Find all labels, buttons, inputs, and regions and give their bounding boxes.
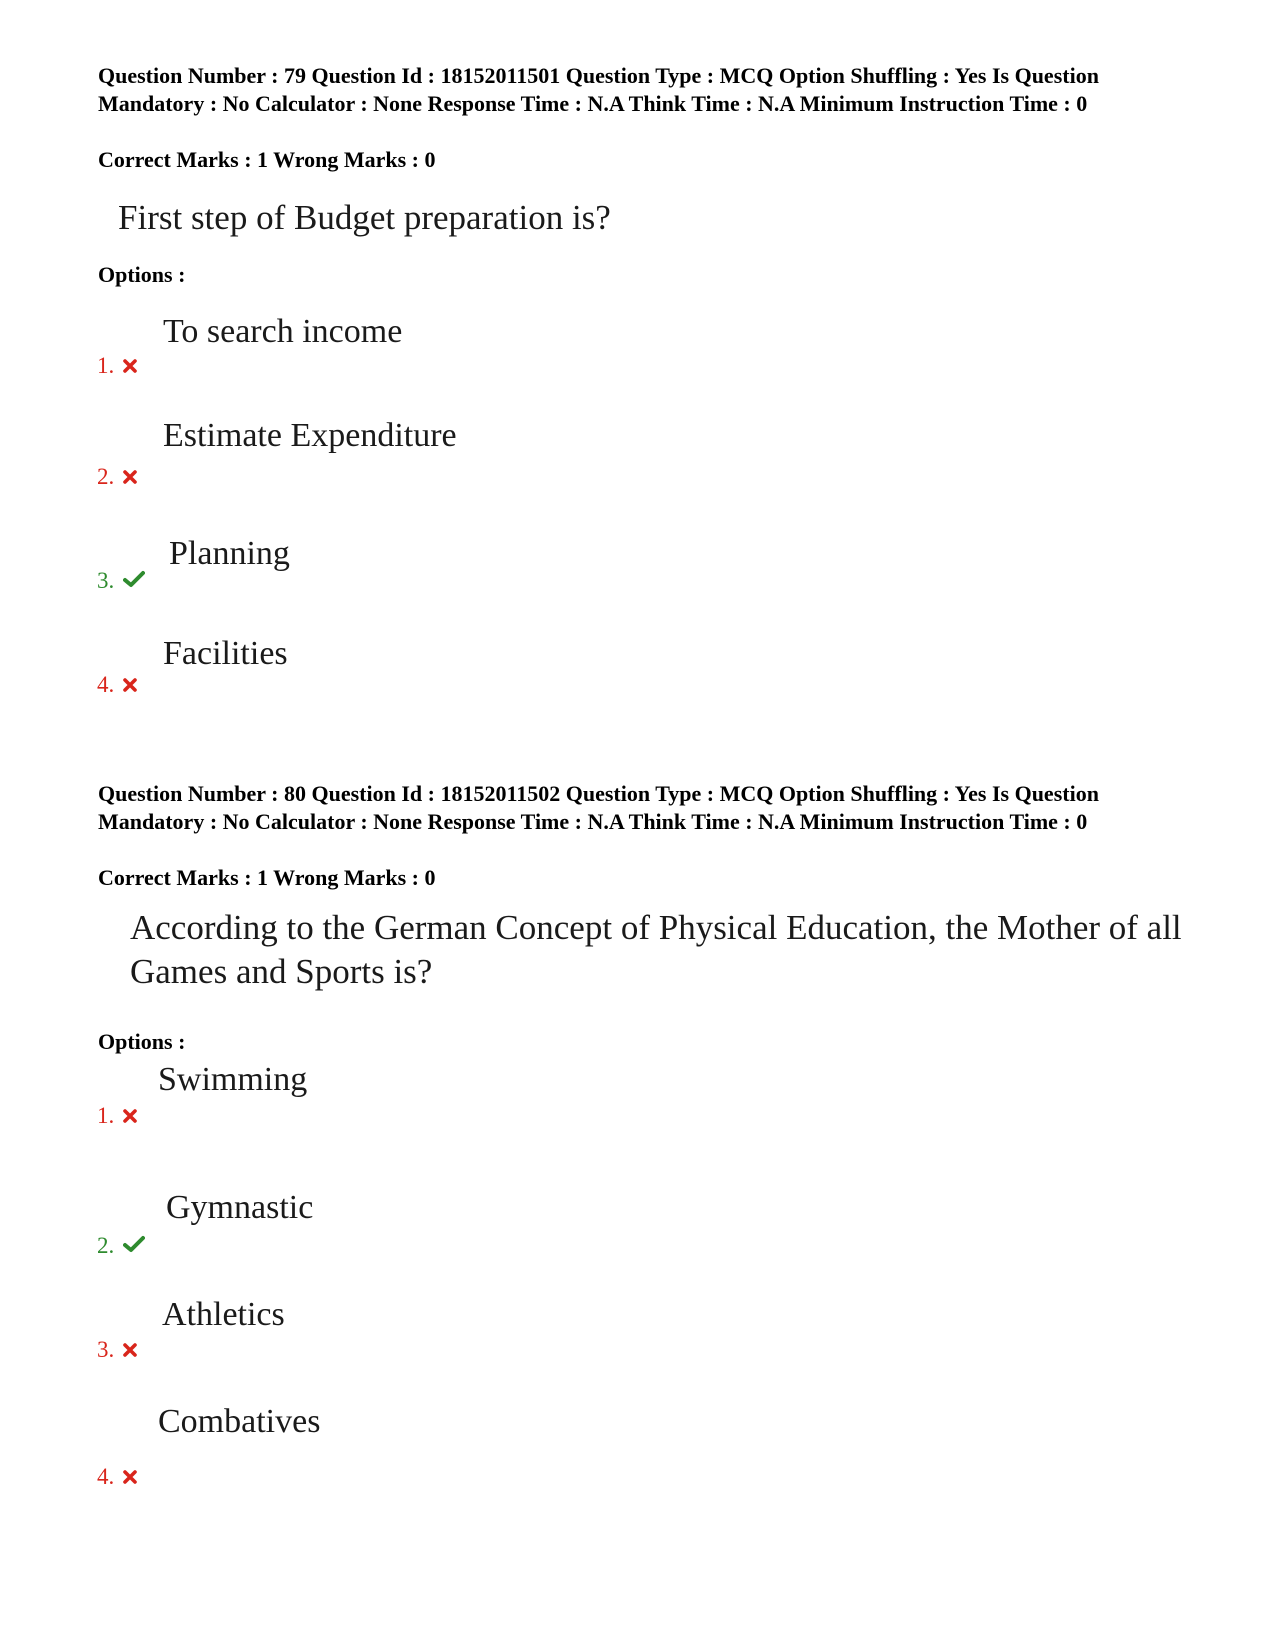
option-marker [97, 1232, 145, 1260]
cross-icon [123, 1463, 137, 1491]
option-number: 4. [97, 1464, 115, 1489]
option-text: Gymnastic [166, 1189, 314, 1226]
option-number: 4. [97, 672, 115, 697]
cross-icon [123, 352, 137, 380]
option-marker [97, 352, 137, 380]
option-number: 3. [97, 1337, 115, 1362]
options-label: Options : [98, 262, 186, 287]
check-icon [123, 1232, 145, 1260]
option-marker [97, 567, 145, 595]
option-marker [97, 1102, 137, 1130]
cross-icon [123, 671, 137, 699]
option-marker [97, 463, 137, 491]
cross-icon [123, 463, 137, 491]
cross-icon [123, 1336, 137, 1364]
option-number: 1. [97, 353, 115, 378]
option-number: 1. [97, 1103, 115, 1128]
question-marks: Correct Marks : 1 Wrong Marks : 0 [98, 147, 436, 172]
options-label: Options : [98, 1029, 186, 1054]
option-text: Estimate Expenditure [163, 417, 457, 454]
option-marker [97, 671, 137, 699]
option-marker [97, 1463, 137, 1491]
question-text: First step of Budget preparation is? [118, 198, 611, 237]
option-text: Combatives [158, 1403, 321, 1440]
option-number: 2. [97, 1233, 115, 1258]
option-number: 2. [97, 464, 115, 489]
option-text: To search income [163, 313, 403, 350]
option-text: Planning [169, 535, 290, 572]
option-text: Athletics [162, 1296, 285, 1333]
question-meta: Question Number : 79 Question Id : 18152011501 Question Type : MCQ Option Shuffling : Yes Is Question Mandatory : No Calculator : None Response Time : N.A Think Time : N.A Minimum Instruction Time : 0 [98, 63, 1099, 116]
question-text: According to the German Concept of Physical Education, the Mother of all Games and Sports is? [130, 908, 1182, 991]
option-marker [97, 1336, 137, 1364]
option-text: Facilities [163, 635, 288, 672]
option-text: Swimming [158, 1061, 308, 1098]
option-number: 3. [97, 568, 115, 593]
cross-icon [123, 1102, 137, 1130]
question-marks: Correct Marks : 1 Wrong Marks : 0 [98, 865, 436, 890]
check-icon [123, 567, 145, 595]
question-meta: Question Number : 80 Question Id : 18152011502 Question Type : MCQ Option Shuffling : Yes Is Question Mandatory : No Calculator : None Response Time : N.A Think Time : N.A Minimum Instruction Time : 0 [98, 781, 1099, 834]
